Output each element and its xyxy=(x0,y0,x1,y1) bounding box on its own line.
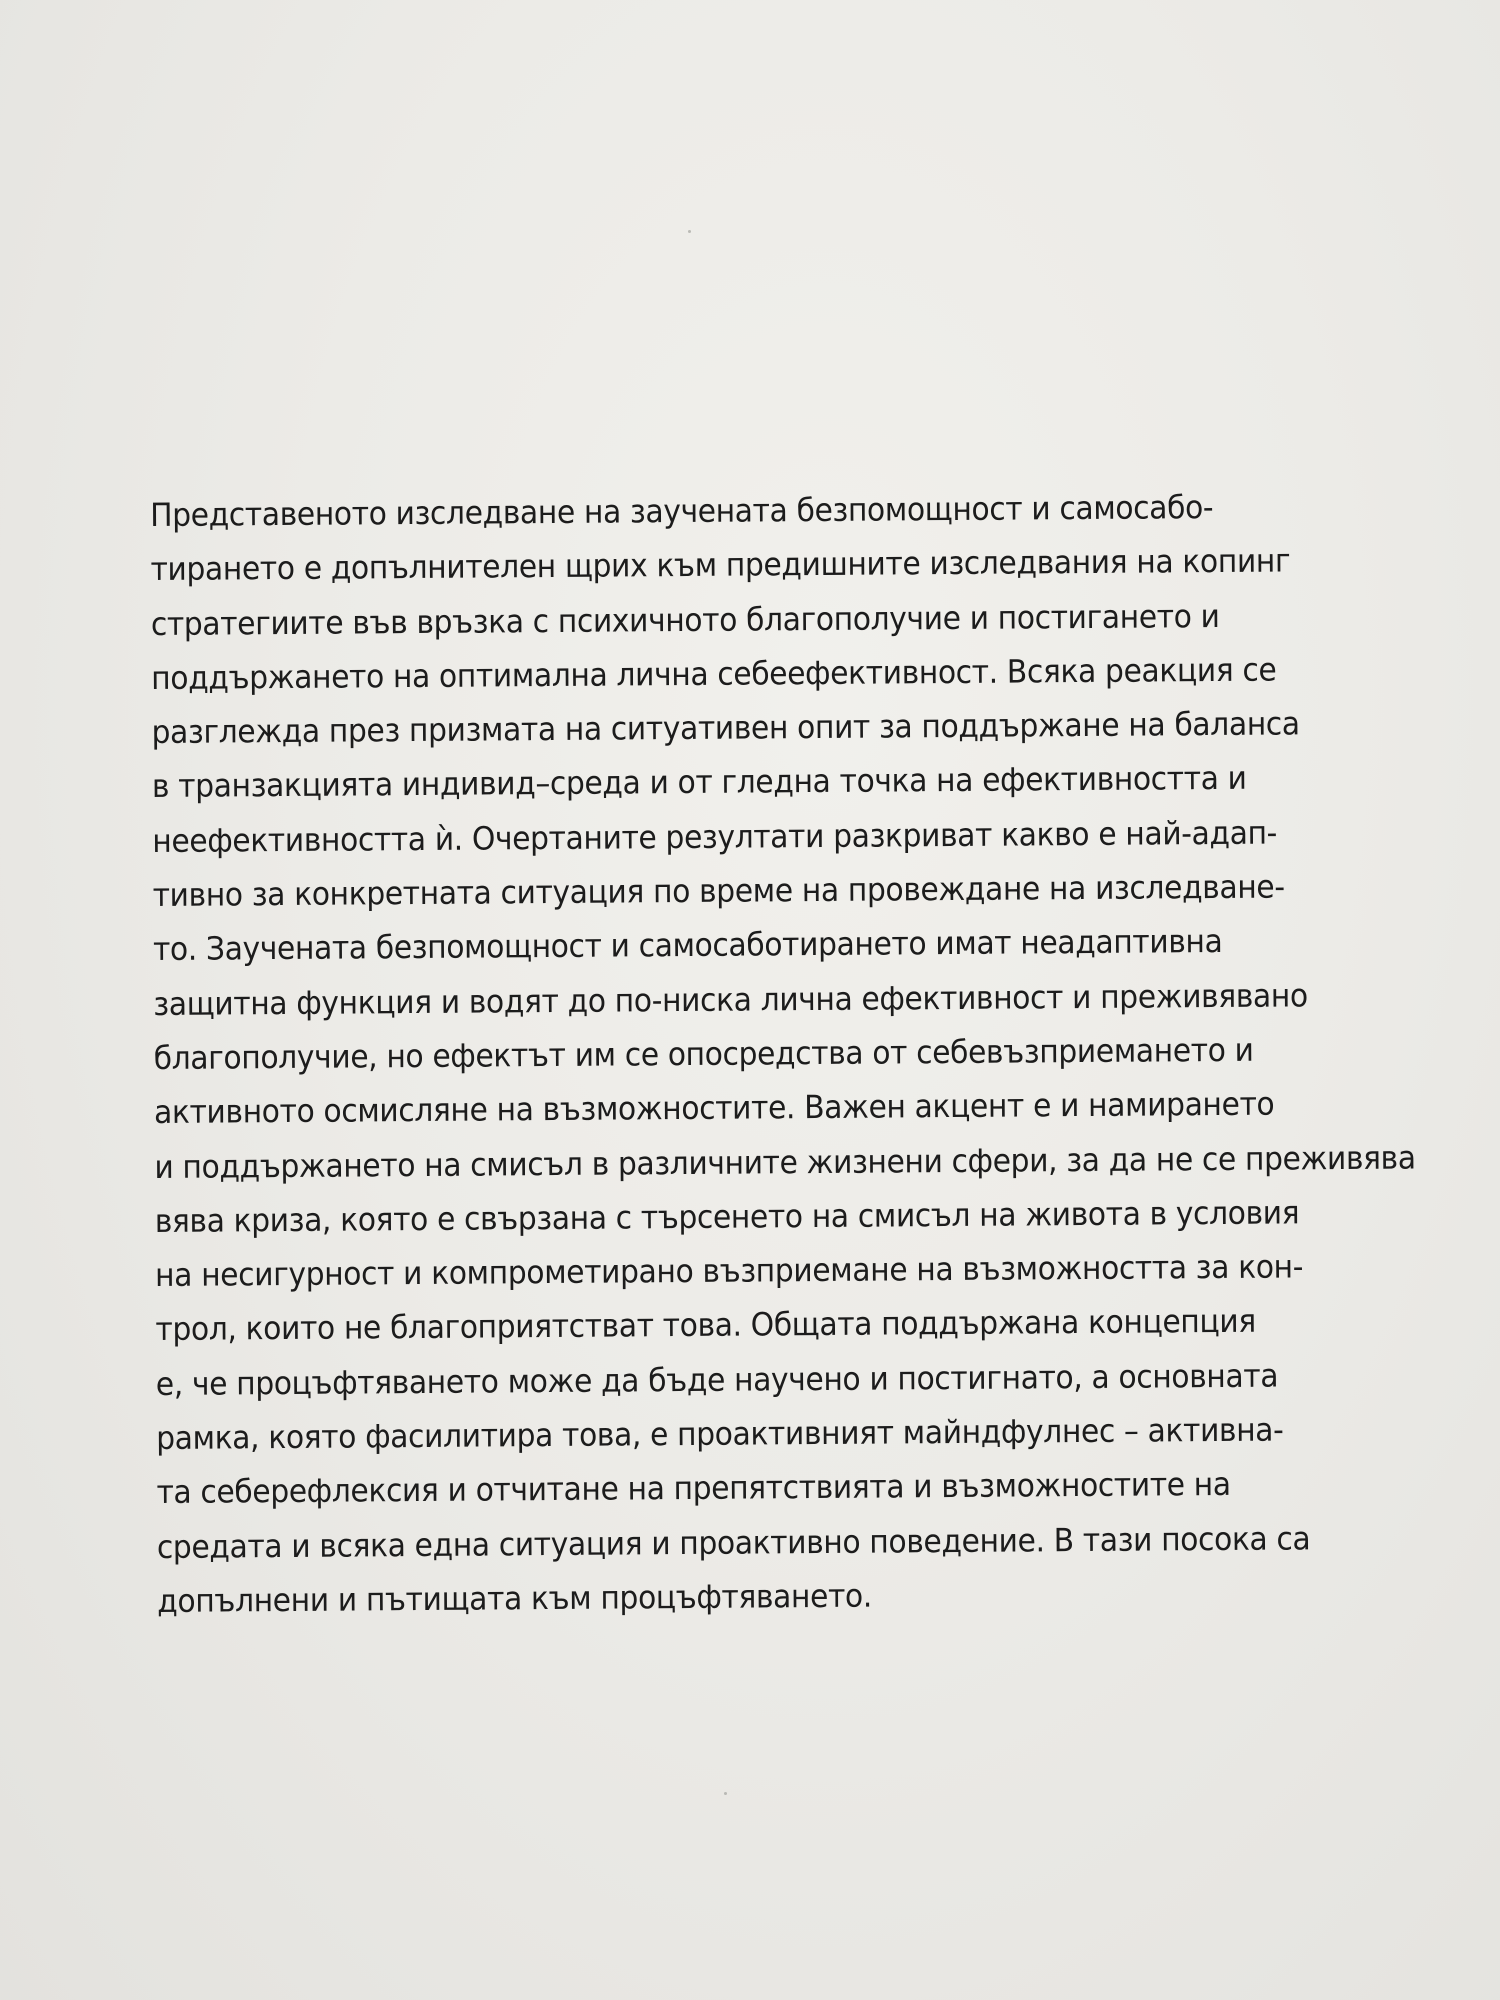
text-line: в транзакцията индивид–среда и от гледна точка на ефективността и xyxy=(151,759,1247,806)
dust-speck xyxy=(688,230,691,233)
text-line: тивно за конкретната ситуация по време на провеждане на изследване- xyxy=(152,867,1285,915)
dust-speck xyxy=(724,1792,727,1795)
text-line: благополучие, но ефектът им се опосредства от себевъзприемането и xyxy=(153,1030,1254,1077)
text-line: трол, които не благоприятстват това. Общата поддържана концепция xyxy=(155,1302,1256,1349)
text-line: неефективността ѝ. Очертаните резултати разкриват какво е най-адап- xyxy=(152,813,1278,860)
text-line: е, че процъфтяването може да бъде научено и постигнато, а основната xyxy=(155,1356,1279,1403)
text-line: допълнени и пътищата към процъфтяването. xyxy=(157,1576,873,1620)
text-line: то. Заучената безпомощност и самосаботирането имат неадаптивна xyxy=(152,922,1223,969)
text-line: рамка, която фасилитира това, е проактивният майндфулнес – активна- xyxy=(156,1410,1284,1458)
text-line: стратегиите във връзка с психичното благополучие и постигането и xyxy=(150,596,1220,643)
text-line: защитна функция и водят до по-ниска лична ефективност и преживявано xyxy=(153,975,1308,1023)
text-line: поддържането на оптимална лична себеефективност. Всяка реакция се xyxy=(151,650,1277,697)
text-line: Представеното изследване на заучената безпомощност и самосабо- xyxy=(150,488,1214,534)
text-line: на несигурност и компрометирано възприемане на възможността за кон- xyxy=(154,1247,1304,1295)
text-line: средата и всяка една ситуация и проактивно поведение. В тази посока са xyxy=(156,1518,1311,1566)
text-line: вява криза, която е свързана с търсенето на смисъл на живота в условия xyxy=(154,1193,1300,1240)
text-line: и поддържането на смисъл в различните жизнени сфери, за да не се преживява xyxy=(154,1138,1416,1186)
text-line: активното осмисляне на възможностите. Важен акцент е и намирането xyxy=(153,1084,1275,1132)
text-line: разглежда през призмата на ситуативен опит за поддържане на баланса xyxy=(151,704,1300,752)
body-paragraph xyxy=(150,479,1416,1628)
text-line: та себерефлексия и отчитане на препятствията и възможностите на xyxy=(156,1465,1231,1512)
text-line: тирането е допълнителен щрих към предишните изследвания на копинг xyxy=(150,541,1291,589)
